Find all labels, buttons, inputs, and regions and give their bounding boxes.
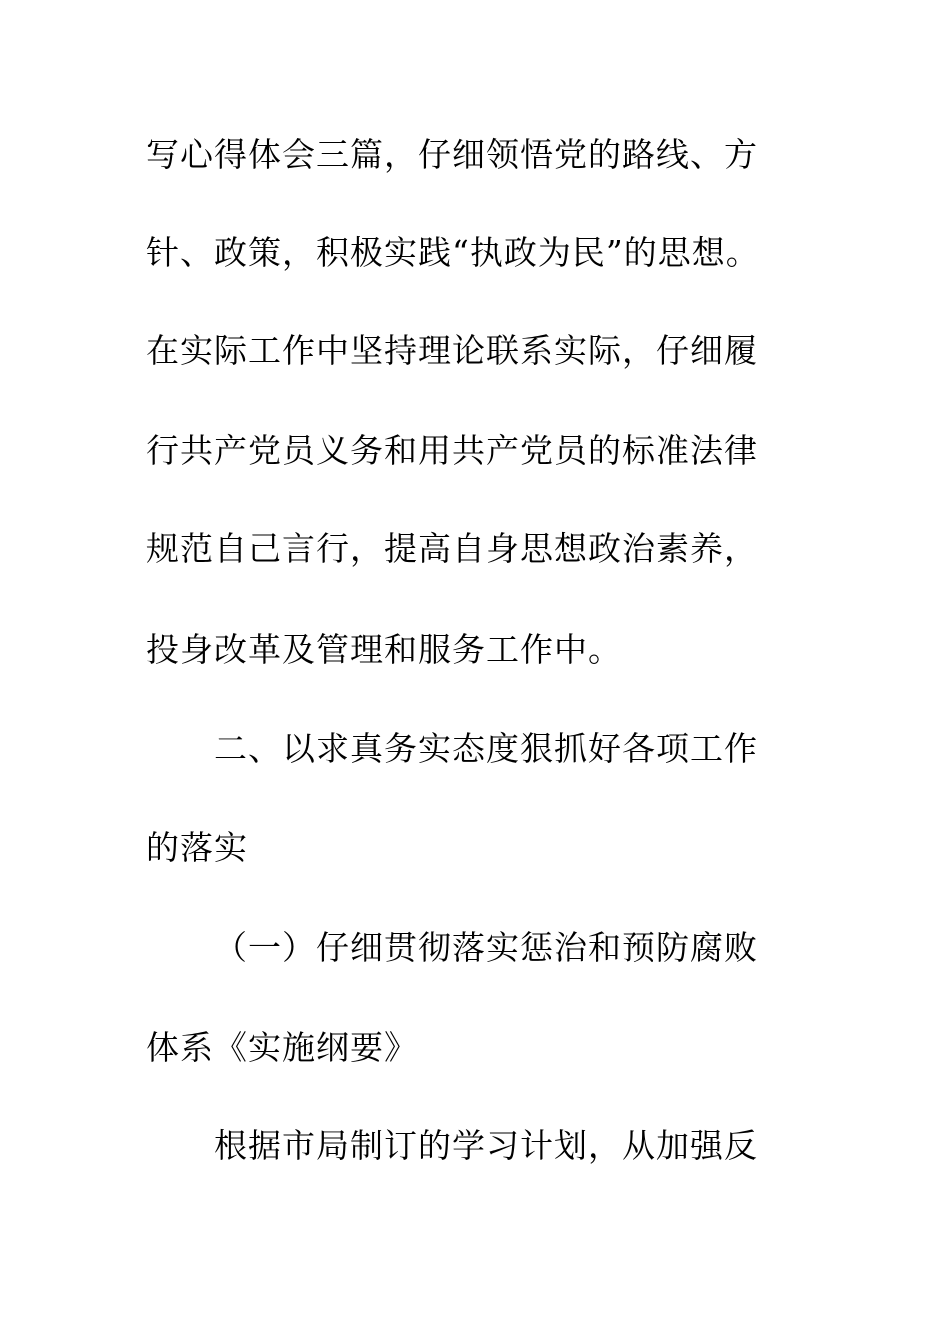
subsection-heading-line: （一）仔细贯彻落实惩治和预防腐败 — [214, 928, 758, 967]
body-text-line: 在实际工作中坚持理论联系实际，仔细履 — [146, 331, 758, 370]
section-heading-line: 二、以求真务实态度狠抓好各项工作 — [214, 729, 758, 768]
section-heading-line: 的落实 — [146, 828, 248, 867]
subsection-heading-line: 体系《实施纲要》 — [146, 1028, 418, 1067]
body-text-line: 规范自己言行，提高自身思想政治素养， — [146, 529, 758, 568]
body-text-line: 投身改革及管理和服务工作中。 — [146, 630, 622, 669]
body-text-line: 行共产党员义务和用共产党员的标准法律 — [146, 431, 758, 470]
body-text-line: 针、政策，积极实践“执政为民”的思想。 — [146, 233, 760, 272]
body-text-line: 写心得体会三篇，仔细领悟党的路线、方 — [146, 135, 758, 174]
body-text-line: 根据市局制订的学习计划，从加强反 — [214, 1126, 758, 1165]
